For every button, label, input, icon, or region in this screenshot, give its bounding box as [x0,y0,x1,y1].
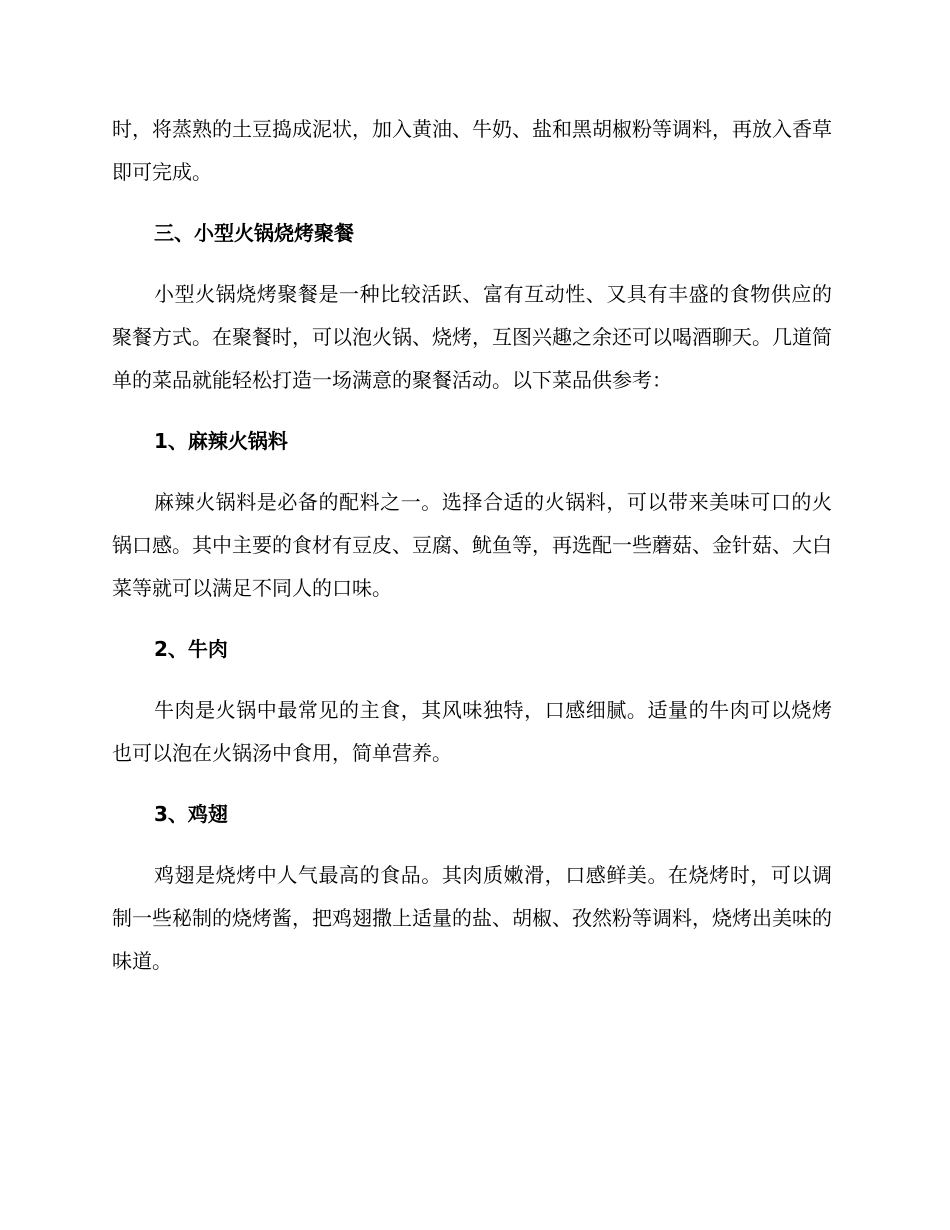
paragraph-chicken-wings: 鸡翅是烧烤中人气最高的食品。其肉质嫩滑，口感鲜美。在烧烤时，可以调制一些秘制的烧烤酱，把鸡翅撒上适量的盐、胡椒、孜然粉等调料，烧烤出美味的味道。 [112,863,832,973]
spacer [112,255,832,273]
spacer [112,610,832,628]
paragraph-hotpot-intro: 小型火锅烧烤聚餐是一种比较活跃、富有互动性、又具有丰盛的食物供应的聚餐方式。在聚餐时，可以泡火锅、烧烤，互图兴趣之余还可以喝酒聊天。几道简单的菜品就能轻松打造一场满意的聚餐活动。以下菜品供参考： [112,282,832,392]
paragraph-beef: 牛肉是火锅中最常见的主食，其风味独特，口感细腻。适量的牛肉可以烧烤也可以泡在火锅汤中食用，简单营养。 [112,698,832,765]
spacer [112,775,832,793]
section-heading-3: 三、小型火锅烧烤聚餐 [154,221,354,245]
spacer [112,671,832,689]
subheading-2: 2、牛肉 [154,637,228,661]
paragraph-spicy-base: 麻辣火锅料是必备的配料之一。选择合适的火锅料，可以带来美味可口的火锅口感。其中主要的食材有豆皮、豆腐、鱿鱼等，再选配一些蘑菇、金针菇、大白菜等就可以满足不同人的口味。 [112,490,832,600]
spacer [112,836,832,854]
subheading-1: 1、麻辣火锅料 [154,429,288,453]
spacer [112,463,832,481]
document-page [112,108,832,983]
subheading-3: 3、鸡翅 [154,802,228,826]
paragraph-continued: 时，将蒸熟的土豆捣成泥状，加入黄油、牛奶、盐和黑胡椒粉等调料，再放入香草即可完成。 [112,117,832,184]
spacer [112,194,832,212]
spacer [112,402,832,420]
